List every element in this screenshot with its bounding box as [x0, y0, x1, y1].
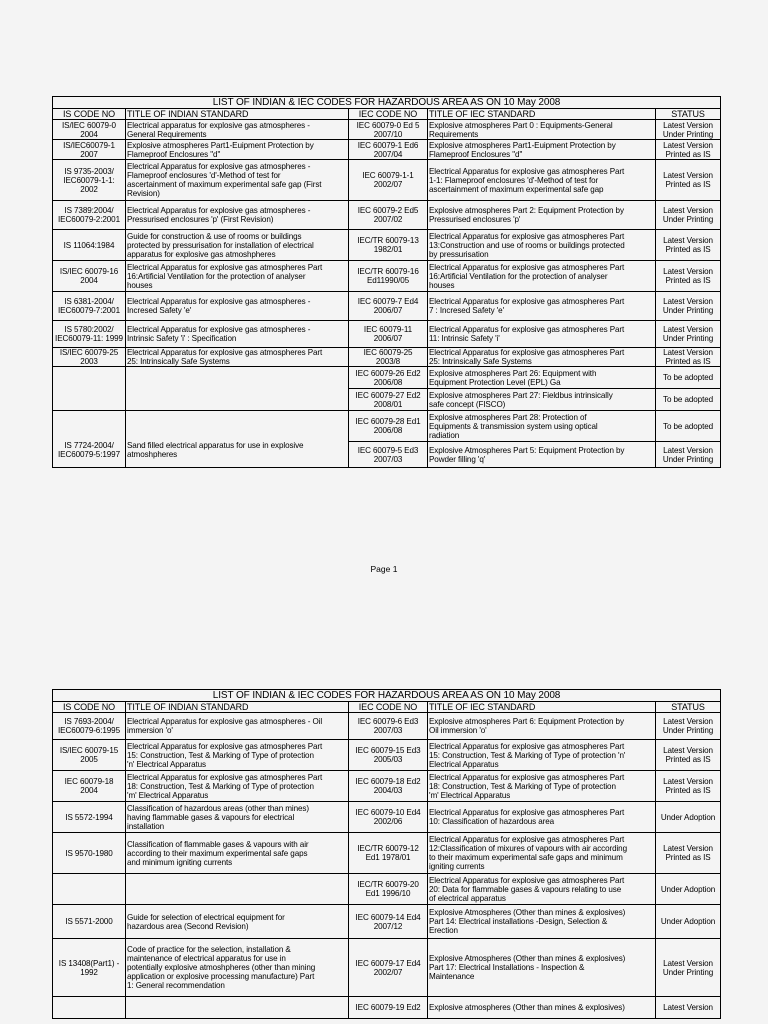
- header-iec-title: TITLE OF IEC STANDARD: [428, 702, 656, 713]
- status: Latest Version Printed as IS: [656, 261, 721, 292]
- table-row: [53, 230, 721, 261]
- table-row: [53, 348, 721, 367]
- table-row: [53, 120, 721, 140]
- is-title: [126, 997, 349, 1019]
- iec-code: IEC 60079-19 Ed2: [349, 997, 428, 1019]
- is-code: IS/IEC 60079-0 2004: [53, 120, 126, 140]
- is-code: [53, 874, 126, 905]
- table-row: [53, 905, 721, 939]
- header-status: STATUS: [656, 702, 721, 713]
- iec-title: Explosive Atmospheres (Other than mines & explosives) Part 14: Electrical installations -Design, Selection & Erection: [428, 905, 656, 939]
- is-title: Guide for selection of electrical equipment for hazardous area (Second Revision): [126, 905, 349, 939]
- table-row: [53, 740, 721, 771]
- iec-code: IEC 60079-10 Ed4 2002/06: [349, 802, 428, 833]
- is-code: IS 6381-2004/ IEC60079-7:2001: [53, 292, 126, 321]
- header-is-code: IS CODE NO: [53, 109, 126, 120]
- is-title: Electrical Apparatus for explosive gas atmospheres - Oil immersion 'o': [126, 713, 349, 740]
- table-row: [53, 833, 721, 874]
- iec-code: IEC 60079-25 2003/8: [349, 348, 428, 367]
- is-code: IS 13408(Part1) - 1992: [53, 939, 126, 997]
- header-row: [53, 109, 721, 120]
- header-is-title: TITLE OF INDIAN STANDARD: [126, 702, 349, 713]
- iec-title: Electrical Apparatus for explosive gas atmospheres Part 7 : Incresed Safety 'e': [428, 292, 656, 321]
- is-code: IS 5780:2002/ IEC60079-11: 1999: [53, 321, 126, 348]
- iec-title: Electrical Apparatus for explosive gas atmospheres Part 11: Intrinsic Safety 'i': [428, 321, 656, 348]
- status: To be adopted: [656, 389, 721, 411]
- is-code-empty: [53, 367, 126, 411]
- table-row: [53, 160, 721, 201]
- iec-code: IEC/TR 60079-20 Ed1 1996/10: [349, 874, 428, 905]
- is-code: IS/IEC 60079-25 2003: [53, 348, 126, 367]
- header-iec-code: IEC CODE NO: [349, 109, 428, 120]
- iec-code: IEC 60079-2 Ed5 2007/02: [349, 201, 428, 230]
- status: Latest Version Printed as IS: [656, 740, 721, 771]
- is-title: Guide for construction & use of rooms or buildings protected by pressurisation for installation of electrical apparatus for explosive gas atmoshpheres: [126, 230, 349, 261]
- status: Latest Version Under Printing: [656, 442, 721, 468]
- is-title: Electrical Apparatus for explosive gas atmospheres - Flameproof enclosures 'd'-Method of test for ascertainment of maximum experimental safe gap (First Revision): [126, 160, 349, 201]
- is-title: Electrical Apparatus for explosive gas atmospheres - Pressurised enclosures 'p' (First Revision): [126, 201, 349, 230]
- is-title: Electrical Apparatus for explosive gas atmospheres Part 15: Construction, Test & Marking of Type of protection 'n' Electrical Apparatus: [126, 740, 349, 771]
- iec-title: Explosive atmospheres Part 26: Equipment with Equipment Protection Level (EPL) Ga: [428, 367, 656, 389]
- is-title: Electrical Apparatus for explosive gas atmospheres - Incresed Safety 'e': [126, 292, 349, 321]
- is-code: IS 5572-1994: [53, 802, 126, 833]
- codes-table-2: [52, 689, 721, 1019]
- iec-title: Explosive atmospheres Part1-Euipment Protection by Flameproof Enclosures "d": [428, 140, 656, 160]
- iec-code: IEC 60079-5 Ed3 2007/03: [349, 442, 428, 468]
- is-code: IS/IEC 60079-15 2005: [53, 740, 126, 771]
- status: Latest Version Printed as IS: [656, 160, 721, 201]
- is-title: Electrical Apparatus for explosive gas atmospheres Part 16:Artificial Ventilation for the protection of analyser houses: [126, 261, 349, 292]
- is-code: IEC 60079-18 2004: [53, 771, 126, 802]
- iec-code: IEC 60079-17 Ed4 2002/07: [349, 939, 428, 997]
- table-title: LIST OF INDIAN & IEC CODES FOR HAZARDOUS AREA AS ON 10 May 2008: [53, 97, 721, 109]
- table-row: [53, 939, 721, 997]
- iec-code: IEC 60079-14 Ed4 2007/12: [349, 905, 428, 939]
- status: Under Adoption: [656, 905, 721, 939]
- status: Under Adoption: [656, 874, 721, 905]
- table-row: [53, 321, 721, 348]
- iec-title: Electrical Apparatus for explosive gas atmospheres Part 15: Construction, Test & Marking of Type of protection 'n' Electrical Apparatus: [428, 740, 656, 771]
- iec-code: IEC 60079-1 Ed6 2007/04: [349, 140, 428, 160]
- header-iec-code: IEC CODE NO: [349, 702, 428, 713]
- is-title: Explosive atmospheres Part1-Euipment Protection by Flameproof Enclosures "d": [126, 140, 349, 160]
- is-code: IS 11064:1984: [53, 230, 126, 261]
- status: Latest Version Under Printing: [656, 939, 721, 997]
- is-code: IS 7724-2004/ IEC60079-5:1997: [53, 411, 126, 468]
- iec-code: IEC/TR 60079-13 1982/01: [349, 230, 428, 261]
- iec-code: IEC 60079-0 Ed 5 2007/10: [349, 120, 428, 140]
- table-row: [53, 997, 721, 1019]
- iec-code: IEC 60079-18 Ed2 2004/03: [349, 771, 428, 802]
- status: Latest Version: [656, 997, 721, 1019]
- iec-title: Explosive atmospheres Part 27: Fieldbus intrinsically safe concept (FISCO): [428, 389, 656, 411]
- iec-title: Explosive atmospheres Part 2: Equipment Protection by Pressurised enclosures 'p': [428, 201, 656, 230]
- table-title: LIST OF INDIAN & IEC CODES FOR HAZARDOUS AREA AS ON 10 May 2008: [53, 690, 721, 702]
- iec-title: Electrical Apparatus for explosive gas atmospheres Part 16:Artificial Ventilation for the protection of analyser houses: [428, 261, 656, 292]
- iec-title: Electrical Apparatus for explosive gas atmospheres Part 18: Construction, Test & Marking of Type of protection 'm' Electrical Apparatus: [428, 771, 656, 802]
- iec-title: Explosive atmospheres Part 6: Equipment Protection by Oil immersion 'o': [428, 713, 656, 740]
- header-iec-title: TITLE OF IEC STANDARD: [428, 109, 656, 120]
- is-code: IS/IEC60079-1 2007: [53, 140, 126, 160]
- sheet-page-2: [52, 689, 720, 1019]
- iec-title: Electrical Apparatus for explosive gas atmospheres Part 25: Intrinsically Safe Systems: [428, 348, 656, 367]
- iec-title: Electrical Apparatus for explosive gas atmospheres Part 13:Construction and use of rooms or buildings protected by pressurisation: [428, 230, 656, 261]
- status: To be adopted: [656, 411, 721, 442]
- table-row: [53, 874, 721, 905]
- status: Latest Version Printed as IS: [656, 348, 721, 367]
- table-row: [53, 140, 721, 160]
- status: Latest Version Under Printing: [656, 120, 721, 140]
- iec-title: Explosive Atmospheres (Other than mines & explosives) Part 17: Electrical Installations - Inspection & Maintenance: [428, 939, 656, 997]
- table-row: [53, 802, 721, 833]
- iec-code: IEC 60079-27 Ed2 2008/01: [349, 389, 428, 411]
- iec-title: Electrical Apparatus for explosive gas atmospheres Part 10: Classification of hazardous area: [428, 802, 656, 833]
- table-row: [53, 771, 721, 802]
- is-title: Electrical Apparatus for explosive gas atmospheres - Intrinsic Safety 'i' : Specification: [126, 321, 349, 348]
- status: Latest Version Printed as IS: [656, 833, 721, 874]
- is-title: Electrical Apparatus for explosive gas atmospheres Part 18: Construction, Test & Marking of Type of protection 'm' Electrical Apparatus: [126, 771, 349, 802]
- page-number: Page 1: [370, 564, 398, 574]
- iec-code: IEC 60079-11 2006/07: [349, 321, 428, 348]
- status: To be adopted: [656, 367, 721, 389]
- is-title: Classification of flammable gases & vapours with air according to their maximum experimental safe gaps and minimum igniting currents: [126, 833, 349, 874]
- table-row: [53, 713, 721, 740]
- is-code: IS 7693-2004/ IEC60079-6:1995: [53, 713, 126, 740]
- status: Under Adoption: [656, 802, 721, 833]
- iec-code: IEC 60079-15 Ed3 2005/03: [349, 740, 428, 771]
- iec-title: Explosive Atmospheres Part 5: Equipment Protection by Powder filling 'q': [428, 442, 656, 468]
- header-is-code: IS CODE NO: [53, 702, 126, 713]
- header-status: STATUS: [656, 109, 721, 120]
- status: Latest Version Under Printing: [656, 321, 721, 348]
- iec-title: Electrical Apparatus for explosive gas atmospheres Part 12:Classification of mixures of vapours with air according to their maximum experimental safe gaps and minimum igniting currents: [428, 833, 656, 874]
- iec-title: Explosive atmospheres (Other than mines & explosives): [428, 997, 656, 1019]
- iec-code: IEC 60079-28 Ed1 2006/08: [349, 411, 428, 442]
- codes-table-1: [52, 96, 721, 468]
- header-is-title: TITLE OF INDIAN STANDARD: [126, 109, 349, 120]
- is-title: Sand filled electrical apparatus for use in explosive atmoshpheres: [126, 411, 349, 468]
- status: Latest Version Under Printing: [656, 201, 721, 230]
- status: Latest Version Under Printing: [656, 713, 721, 740]
- iec-title: Electrical Apparatus for explosive gas atmospheres Part 1-1: Flameproof enclosures 'd'-Method of test for ascertainment of maximum experimental safe gap: [428, 160, 656, 201]
- iec-code: IEC 60079-1-1 2002/07: [349, 160, 428, 201]
- is-title: Classification of hazardous areas (other than mines) having flammable gases & vapours for electrical installation: [126, 802, 349, 833]
- status: Latest Version Under Printing: [656, 292, 721, 321]
- iec-code: IEC/TR 60079-12 Ed1 1978/01: [349, 833, 428, 874]
- is-code: IS 5571-2000: [53, 905, 126, 939]
- table-row: [53, 292, 721, 321]
- iec-title: Explosive atmospheres Part 0 : Equipments-General Requirements: [428, 120, 656, 140]
- table-row: [53, 367, 721, 389]
- iec-title: Electrical Apparatus for explosive gas atmospheres Part 20: Data for flammable gases & vapours relating to use of electrical apparatus: [428, 874, 656, 905]
- status: Latest Version Printed as IS: [656, 230, 721, 261]
- iec-code: IEC 60079-26 Ed2 2006/08: [349, 367, 428, 389]
- is-title: Electrical Apparatus for explosive gas atmospheres Part 25: Intrinsically Safe Systems: [126, 348, 349, 367]
- header-row: [53, 702, 721, 713]
- iec-code: IEC 60079-7 Ed4 2006/07: [349, 292, 428, 321]
- is-code: [53, 997, 126, 1019]
- status: Latest Version Printed as IS: [656, 140, 721, 160]
- is-code: IS/IEC 60079-16 2004: [53, 261, 126, 292]
- table-row: [53, 261, 721, 292]
- status: Latest Version Printed as IS: [656, 771, 721, 802]
- is-code: IS 9735-2003/ IEC60079-1-1: 2002: [53, 160, 126, 201]
- iec-code: IEC/TR 60079-16 Ed11990/05: [349, 261, 428, 292]
- is-title: Code of practice for the selection, installation & maintenance of electrical apparatus for use in potentially explosive atmoshpheres (other than mining application or explosive processing manufacture) Part 1: General recommendation: [126, 939, 349, 997]
- is-title-empty: [126, 367, 349, 411]
- table-row: [53, 201, 721, 230]
- sheet-page-1: [52, 96, 720, 468]
- is-title: Electrical apparatus for explosive gas atmospheres - General Requirements: [126, 120, 349, 140]
- is-title: [126, 874, 349, 905]
- is-code: IS 7389:2004/ IEC60079-2:2001: [53, 201, 126, 230]
- iec-code: IEC 60079-6 Ed3 2007/03: [349, 713, 428, 740]
- iec-title: Explosive atmospheres Part 28: Protection of Equipments & transmission system using optical radiation: [428, 411, 656, 442]
- is-code: IS 9570-1980: [53, 833, 126, 874]
- table-row: [53, 411, 721, 442]
